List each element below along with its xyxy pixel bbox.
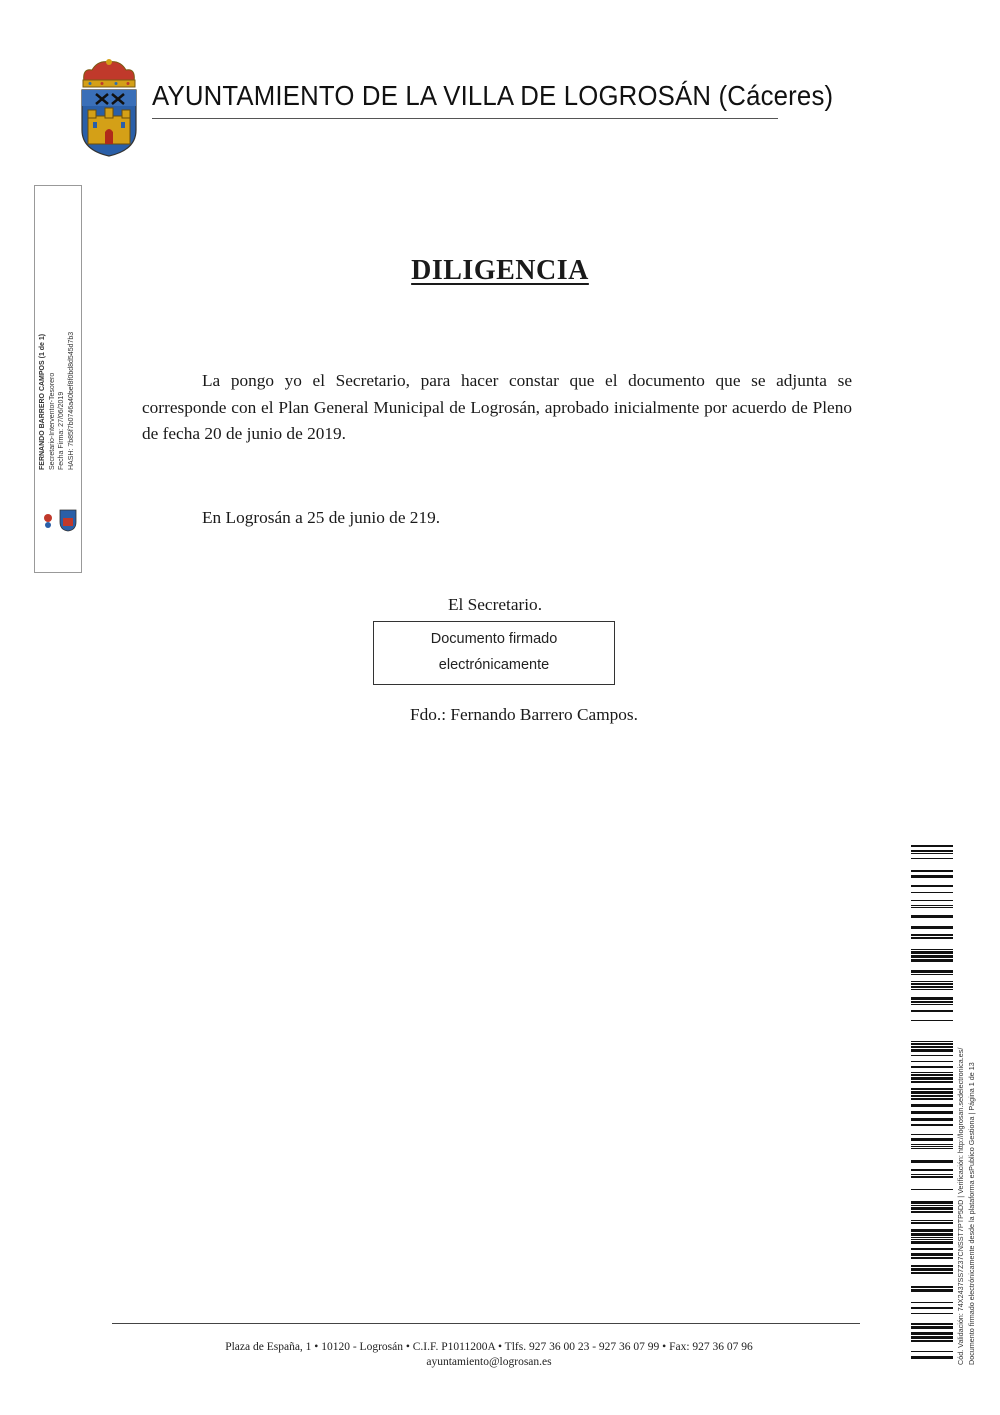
document-title (0, 255, 1000, 287)
document-title-text: DILIGENCIA (411, 255, 589, 286)
footer-address: Plaza de España, 1 • 10120 - Logrosán • C.I.F. P1011200A • Tlfs. 927 36 00 23 - 927 36 07 99 • Fax: 927 36 07 96 (225, 1341, 753, 1353)
signed-box-line: Documento firmado (430, 631, 558, 647)
footer-email: ayuntamiento@logrosan.es (426, 1356, 552, 1368)
signature-stamp-line: Fecha Firma: 27/06/2019 (58, 391, 65, 470)
signer-role: El Secretario. (447, 595, 543, 614)
verification-line: Cód. Validación: 74X2437SS7Z37CNSST7PTP5DD | Verificación: http://logrosan.sedelectronica.es/ (956, 1047, 965, 1365)
signer-name: Fdo.: Fernando Barrero Campos. (410, 705, 638, 724)
header-title: AYUNTAMIENTO DE LA VILLA DE LOGROSÁN (Cáceres) (152, 80, 834, 111)
signature-seal-icon (40, 508, 80, 532)
footer (0, 1340, 978, 1370)
signature-stamp-line: FERNANDO BARRERO CAMPOS (1 de 1) (39, 333, 46, 470)
verification-text (955, 905, 977, 1365)
signature-stamp-text (38, 270, 78, 470)
signed-box-line: electrónicamente (438, 657, 550, 673)
electronic-signature-box (373, 621, 615, 685)
verification-line: Documento firmado electrónicamente desde la plataforma esPublico Gestiona | Página 1 de 13 (967, 1062, 976, 1365)
coat-of-arms-icon (78, 58, 140, 158)
document-body: La pongo yo el Secretario, para hacer constar que el documento que se adjunta se corresponde con el Plan General Municipal de Logrosán, aprobado inicialmente por acuerdo de Pleno de fecha 20 de junio de 2019. (142, 371, 852, 443)
header-divider (152, 118, 778, 119)
signature-stamp-line: HASH: 7b85f7b0746a40bef8f0bd8d545d7b3 (67, 331, 75, 470)
place-date: En Logrosán a 25 de junio de 219. (202, 508, 441, 527)
signature-stamp-line: Secretario-Interventor-Tesorero (48, 372, 56, 470)
footer-divider (112, 1323, 860, 1324)
barcode-icon (911, 845, 953, 1365)
